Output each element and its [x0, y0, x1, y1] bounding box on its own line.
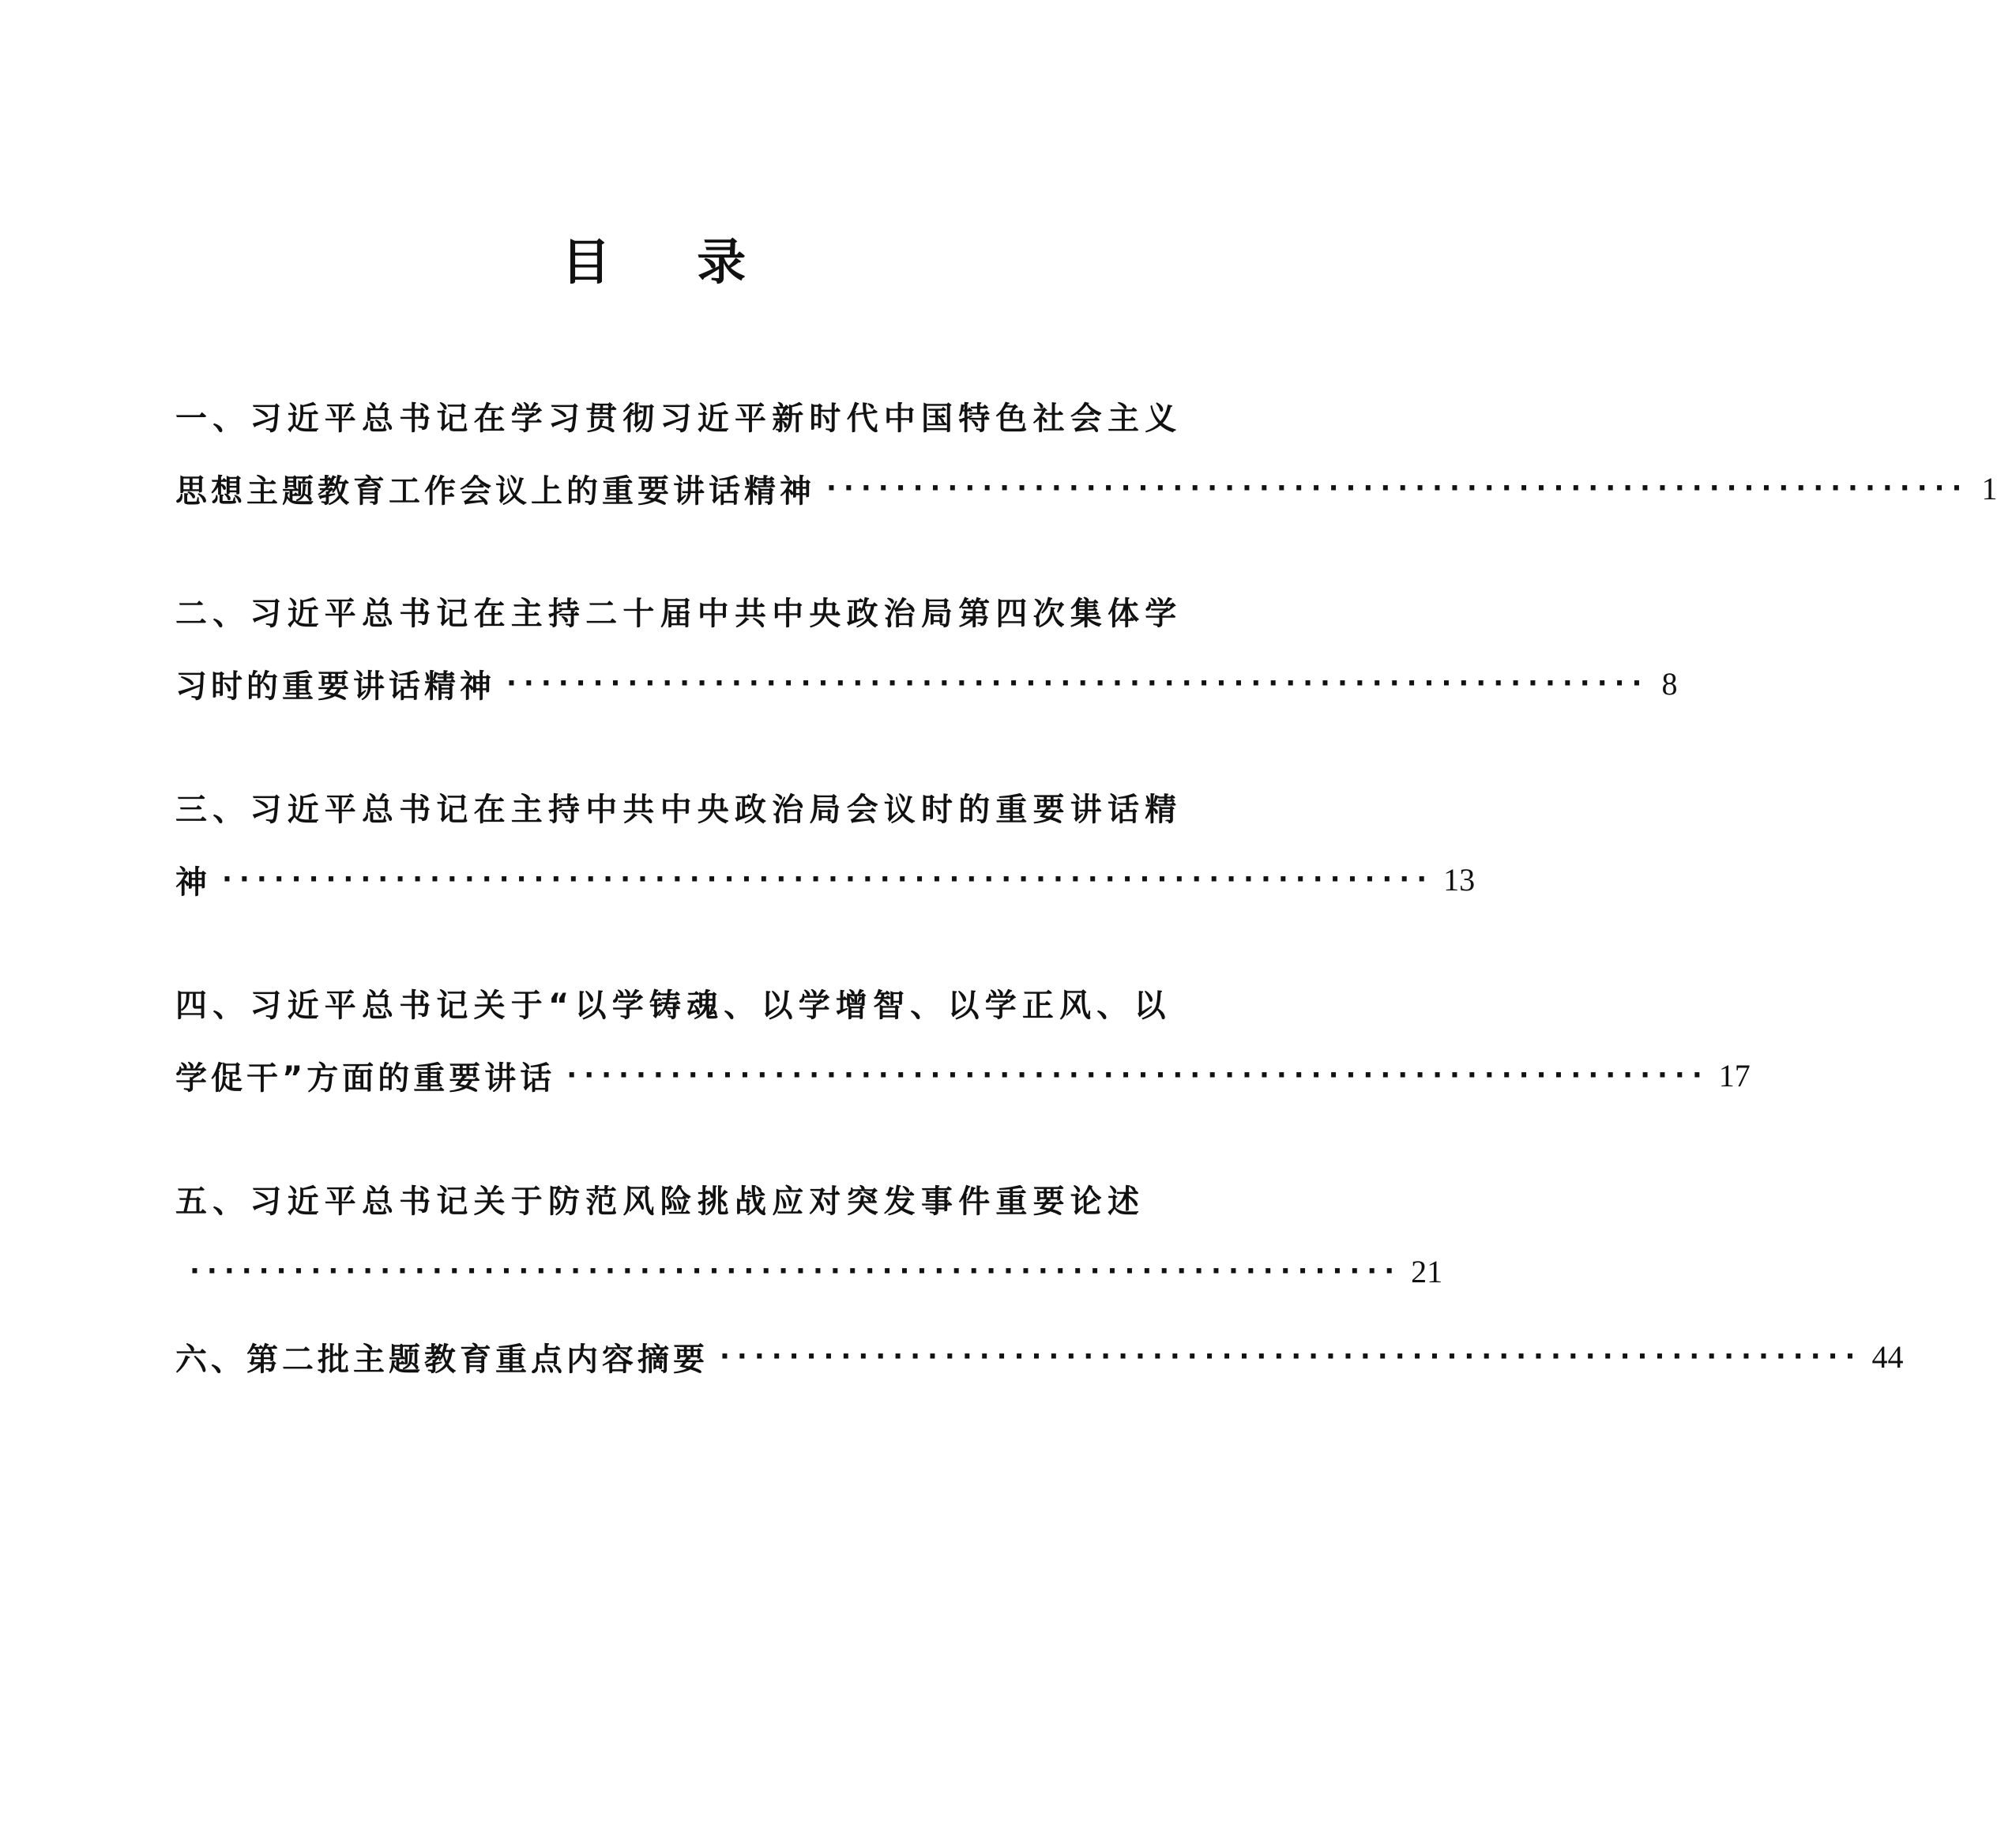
dot-leader: ··································································: [506, 668, 1649, 699]
dot-leader: ······································································: [222, 864, 1435, 895]
toc-page-number: 17: [1718, 1057, 1751, 1093]
toc-entry-title-line2: 学促干”方面的重要讲话: [175, 1059, 556, 1097]
toc-page-number: 21: [1411, 1253, 1443, 1289]
toc-page-number: 8: [1661, 665, 1678, 702]
toc-entry-title-line2: 思想主题教育工作会议上的重要讲话精神: [175, 472, 815, 510]
dot-leader: ··································································: [720, 1341, 1863, 1372]
toc-entry-4[interactable]: [175, 966, 1751, 1112]
toc-entry-title-line1: 五、习近平总书记关于防范风险挑战应对突发事件重要论述: [175, 1183, 1145, 1220]
toc-entry-title-line1: 三、习近平总书记在主持中共中央政治局会议时的重要讲话精: [175, 791, 1183, 828]
toc-entry-title-line1: 四、习近平总书记关于“以学铸魂、以学增智、以学正风、以: [175, 987, 1171, 1024]
toc-entry-2[interactable]: [175, 574, 1678, 720]
toc-page-number: 13: [1443, 861, 1476, 898]
toc-page-number: 1: [1981, 470, 1997, 506]
toc-entry-3[interactable]: [175, 770, 1476, 916]
toc-entry-title-line2: 习时的重要讲话精神: [175, 668, 495, 705]
toc-entry-title-line2: 神: [175, 864, 211, 901]
toc-entry-title-line: 六、第二批主题教育重点内容摘要: [175, 1341, 709, 1378]
toc-entry-title-line1: 二、习近平总书记在主持二十届中共中央政治局第四次集体学: [175, 595, 1183, 632]
dot-leader: ······································································: [190, 1255, 1402, 1287]
toc-entry-6[interactable]: [175, 1320, 1904, 1393]
toc-entry-title-line1: 一、习近平总书记在学习贯彻习近平新时代中国特色社会主义: [175, 400, 1183, 437]
dot-leader: ··································································: [826, 472, 1969, 504]
toc-entry-5[interactable]: [175, 1162, 1443, 1308]
page-title: 目 录: [561, 233, 781, 291]
toc-page-number: 44: [1871, 1338, 1904, 1375]
dot-leader: ··································································: [566, 1059, 1709, 1091]
toc-entry-1[interactable]: [175, 379, 1997, 525]
